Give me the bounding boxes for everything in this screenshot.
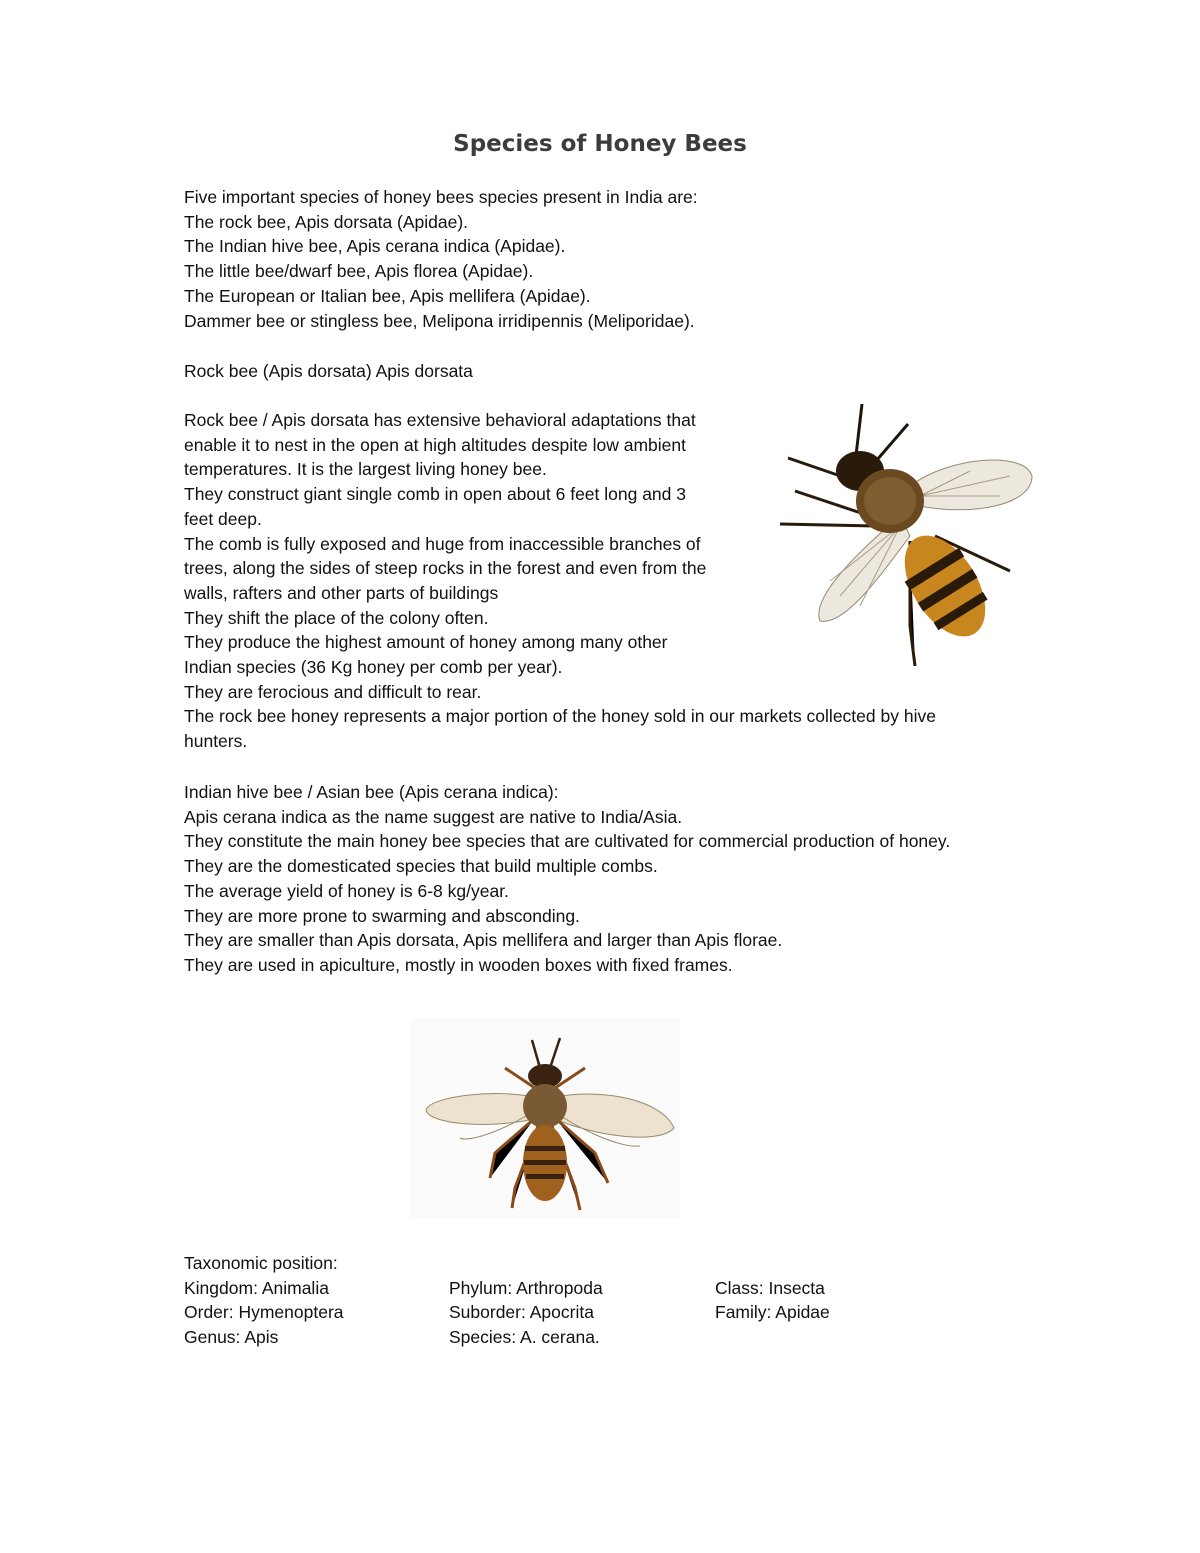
taxonomy-cell: Order: Hymenoptera (184, 1302, 344, 1323)
body-line: The average yield of honey is 6-8 kg/year. (184, 880, 509, 901)
taxonomy-row (184, 1325, 915, 1350)
intro-line: Five important species of honey bees species present in India are: (184, 187, 698, 207)
body-line: They construct giant single comb in open about 6 feet long and 3 (184, 484, 686, 505)
asian-bee-image (410, 1018, 680, 1218)
body-line: hunters. (184, 731, 248, 752)
taxonomy-row (184, 1276, 915, 1301)
intro-line: The little bee/dwarf bee, Apis florea (Apidae). (184, 261, 534, 282)
body-line: temperatures. It is the largest living honey bee. (184, 459, 547, 480)
intro-line: The Indian hive bee, Apis cerana indica (Apidae). (184, 236, 566, 257)
taxonomy-cell: Suborder: Apocrita (449, 1302, 594, 1323)
section-heading: Rock bee (Apis dorsata) Apis dorsata (184, 361, 473, 381)
intro-line: The rock bee, Apis dorsata (Apidae). (184, 211, 469, 232)
body-line: They are used in apiculture, mostly in wooden boxes with fixed frames. (184, 954, 733, 975)
body-line: trees, along the sides of steep rocks in the forest and even from the (184, 558, 707, 579)
body-line: Rock bee / Apis dorsata has extensive behavioral adaptations that (184, 410, 696, 430)
taxonomy-cell: Genus: Apis (184, 1327, 279, 1348)
taxonomy-cell: Family: Apidae (715, 1302, 830, 1323)
taxonomy-cell: Phylum: Arthropoda (449, 1277, 603, 1298)
taxonomy-heading: Taxonomic position: (184, 1253, 338, 1273)
body-line: The rock bee honey represents a major portion of the honey sold in our markets collected by hive (184, 706, 936, 727)
body-line: They are the domesticated species that build multiple combs. (184, 856, 658, 877)
body-line: They constitute the main honey bee species that are cultivated for commercial production of honey. (184, 831, 951, 852)
body-line: They are smaller than Apis dorsata, Apis mellifera and larger than Apis florae. (184, 930, 783, 951)
intro-section (184, 185, 698, 333)
body-line: Indian species (36 Kg honey per comb per year). (184, 657, 563, 678)
taxonomy-section (184, 1251, 915, 1350)
taxonomy-cell: Species: A. cerana. (449, 1327, 600, 1348)
taxonomy-cell: Kingdom: Animalia (184, 1277, 329, 1298)
taxonomy-cell: Class: Insecta (715, 1277, 825, 1298)
body-line: They are more prone to swarming and absconding. (184, 905, 580, 926)
body-line: Apis cerana indica as the name suggest are native to India/Asia. (184, 806, 683, 827)
page-title: Species of Honey Bees (453, 131, 747, 157)
taxonomy-row (184, 1300, 915, 1325)
body-line: walls, rafters and other parts of buildings (184, 582, 499, 603)
body-line: They produce the highest amount of honey among many other (184, 632, 668, 653)
body-line: The comb is fully exposed and huge from inaccessible branches of (184, 533, 701, 554)
indian-bee-section (184, 780, 950, 978)
body-line: They are ferocious and difficult to rear. (184, 681, 482, 702)
intro-line: The European or Italian bee, Apis mellifera (Apidae). (184, 285, 591, 306)
taxonomy-cell (715, 1325, 915, 1350)
rock-bee-image (770, 396, 1040, 676)
body-line: feet deep. (184, 508, 262, 529)
body-line: enable it to nest in the open at high altitudes despite low ambient (184, 434, 687, 455)
body-line: They shift the place of the colony often. (184, 607, 489, 628)
section-heading: Indian hive bee / Asian bee (Apis cerana indica): (184, 782, 559, 802)
intro-line: Dammer bee or stingless bee, Melipona irridipennis (Meliporidae). (184, 310, 695, 331)
rock-bee-heading (184, 359, 473, 384)
